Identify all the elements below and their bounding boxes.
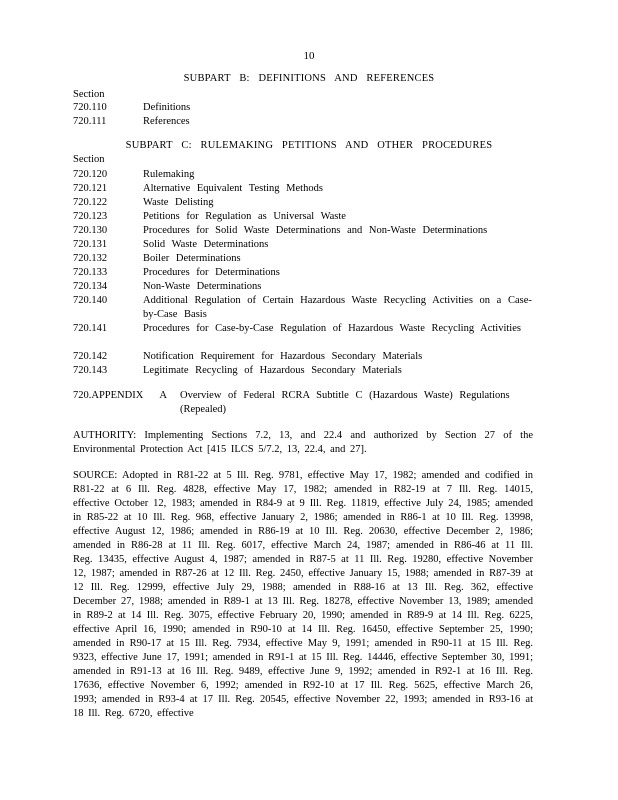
section-number: 720.120 [73,169,108,180]
section-number: 720.133 [73,267,108,278]
section-number: 720.143 [73,365,108,376]
authority-paragraph: AUTHORITY: Implementing Sections 7.2, 13, and 22.4 and authorized by Section 27 of the Environmental Protection Act [415 ILCS 5/7.2, 13, 22.4, and 27]. [73,430,533,455]
section-title: Procedures for Case-by-Case Regulation of Hazardous Waste Recycling Activities [143,323,521,334]
subpart-c-section-label: Section [73,154,105,165]
section-number: 720.121 [73,183,108,194]
section-number: 720.141 [73,323,108,334]
section-number: 720.123 [73,211,108,222]
section-number: 720.142 [73,351,108,362]
page-number: 10 [303,50,315,62]
section-title: Alternative Equivalent Testing Methods [143,183,323,194]
section-number: 720.110 [73,102,107,113]
section-number: 720.131 [73,239,108,250]
section-title: Solid Waste Determinations [143,239,269,250]
section-number: 720.134 [73,281,108,292]
section-title: Additional Regulation of Certain Hazardous Waste Recycling Activities on a Case-by-Case Basis [143,295,532,320]
section-number: 720.111 [73,116,107,127]
section-number: 720.132 [73,253,108,264]
appendix-number: 720.APPENDIX A [73,390,167,401]
section-title: Procedures for Solid Waste Determinations and Non-Waste Determinations [143,225,488,236]
source-paragraph: SOURCE: Adopted in R81-22 at 5 Ill. Reg. 9781, effective May 17, 1982; amended and codified in R81-22 at 6 Ill. Reg. 4828, effective May 17, 1982; amended in R82-19 at 7 Ill. Reg. 14015, effective October 12, 1983; amended in R84-9 at 9 Ill. Reg. 11819, effective July 24, 1985; amended in R85-22 at 10 Ill. Reg. 968, effective January 2, 1986; amended in R86-1 at 10 Ill. Reg. 13998, effective August 12, 1986; amended in R86-19 at 10 Ill. Reg. 20630, effective December 2, 1986; amended in R86-28 at 11 Ill. Reg. 6017, effective March 24, 1987; amended in R86-46 at 11 Ill. Reg. 13435, effective August 4, 1987; amended in R87-5 at 11 Ill. Reg. 19280, effective November 12, 1987; amended in R87-26 at 12 Ill. Reg. 2450, effective January 15, 1988; amended in R87-39 at 12 Ill. Reg. 12999, effective July 29, 1988; amended in R88-16 at 13 Ill. Reg. 362, effective December 27, 1988; amended in R89-1 at 13 Ill. Reg. 18278, effective November 13, 1989; amended in R89-2 at 14 Ill. Reg. 3075, effective February 20, 1990; amended in R89-9 at 14 Ill. Reg. 6225, effective April 16, 1990; amended in R90-10 at 14 Ill. Reg. 16450, effective September 25, 1990; amended in R90-17 at 15 Ill. Reg. 7934, effective May 9, 1991; amended in R90-11 at 15 Ill. Reg. 9323, effective June 17, 1991; amended in R91-1 at 15 Ill. Reg. 14446, effective September 30, 1991; amended in R91-13 at 16 Ill. Reg. 9489, effective June 9, 1992; amended in R92-1 at 16 Ill. Reg. 17636, effective November 6, 1992; amended in R92-10 at 17 Ill. Reg. 5625, effective March 26, 1993; amended in R93-4 at 17 Ill. Reg. 20545, effective November 22, 1993; amended in R93-16 at 18 Ill. Reg. 6720, effective [73,470,533,719]
section-number: 720.122 [73,197,108,208]
section-title: Rulemaking [143,169,195,180]
section-title: Legitimate Recycling of Hazardous Secondary Materials [143,365,402,376]
section-number: 720.140 [73,295,108,306]
section-number: 720.130 [73,225,108,236]
appendix-title: Overview of Federal RCRA Subtitle C (Hazardous Waste) Regulations (Repealed) [180,390,510,415]
subpart-c-heading: SUBPART C: RULEMAKING PETITIONS AND OTHER PROCEDURES [125,140,493,151]
section-title: Waste Delisting [143,197,214,208]
section-title: Petitions for Regulation as Universal Waste [143,211,346,222]
section-title: Non-Waste Determinations [143,281,262,292]
section-title: Notification Requirement for Hazardous Secondary Materials [143,351,423,362]
section-title: Procedures for Determinations [143,267,280,278]
section-title: Boiler Determinations [143,253,241,264]
subpart-b-section-label: Section [73,89,105,100]
subpart-b-heading: SUBPART B: DEFINITIONS AND REFERENCES [183,73,435,84]
section-title: Definitions [143,102,191,113]
section-title: References [143,116,190,127]
